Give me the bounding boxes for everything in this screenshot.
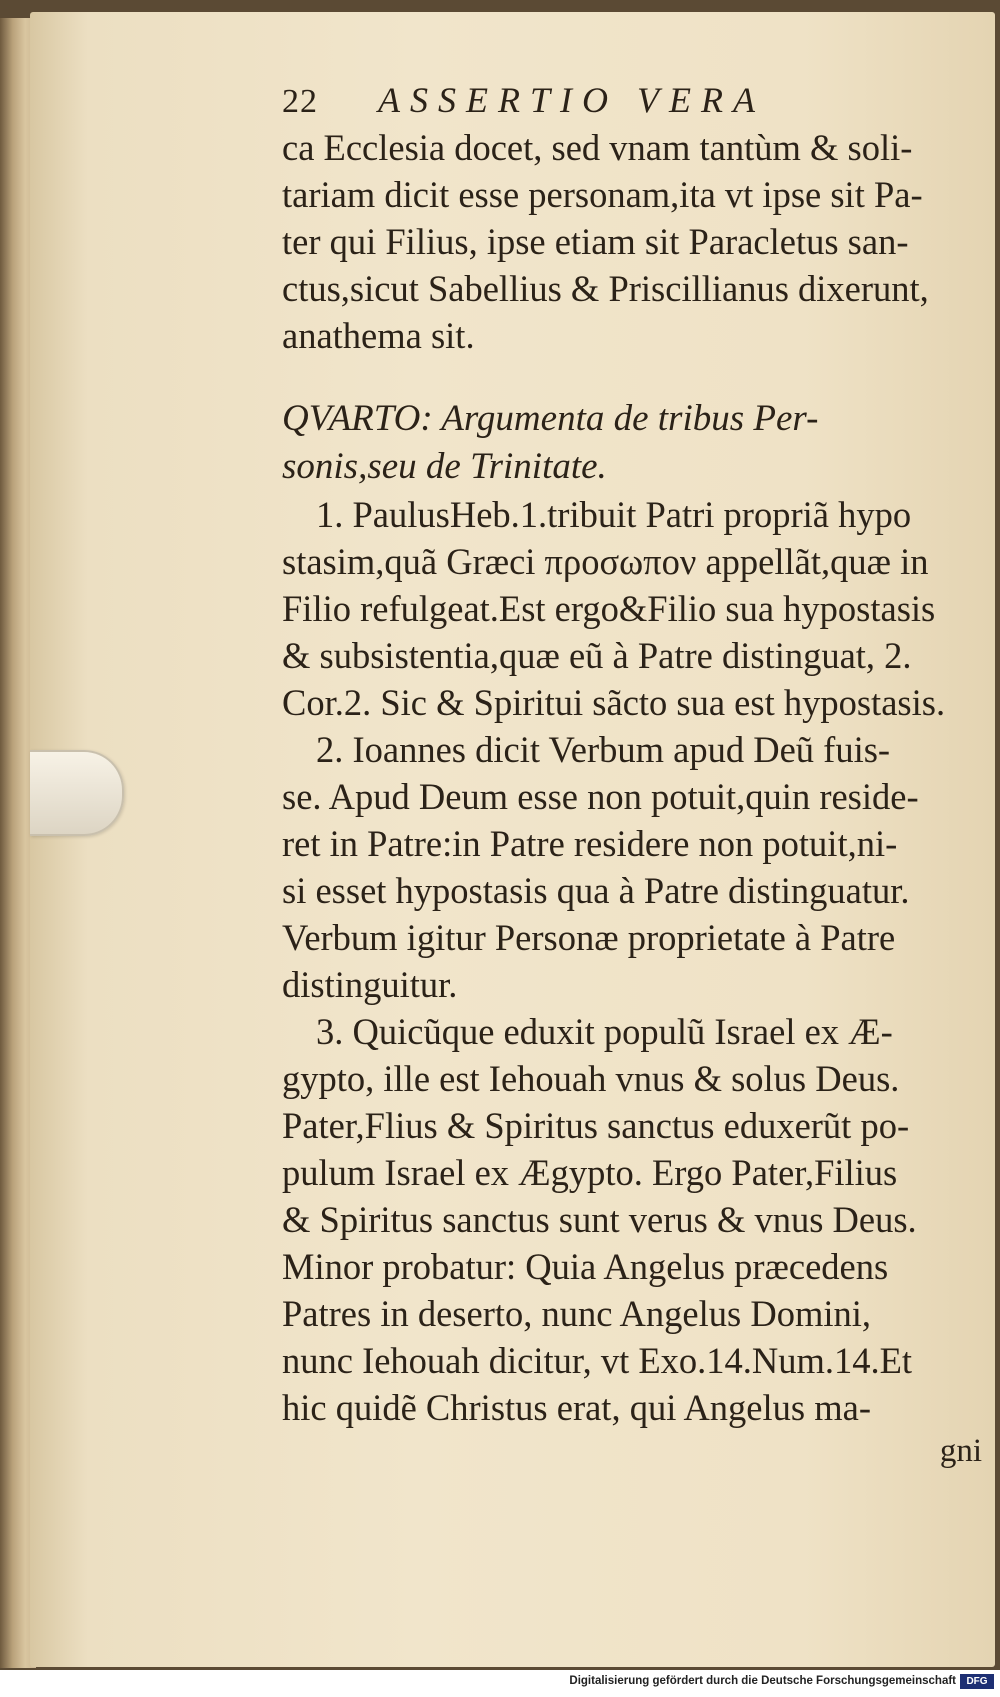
- text-line: distinguitur.: [282, 964, 458, 1005]
- argument-body: [282, 491, 982, 1431]
- text-line: & subsistentia,quæ eũ à Patre distinguat, 2.: [282, 635, 912, 676]
- catchword: gni: [939, 1433, 982, 1469]
- heading-line: QVARTO: Argumenta de tribus Per-: [282, 398, 819, 439]
- text-line: ca Ecclesia docet, sed vnam tantùm & soli-: [282, 127, 913, 168]
- heading-line: sonis,seu de Trinitate.: [282, 446, 607, 487]
- dfg-logo: DFG: [960, 1674, 994, 1689]
- text-line: Pater,Flius & Spiritus sanctus eduxerũt po-: [282, 1105, 910, 1146]
- text-line: 3. Quicũque eduxit populũ Israel ex Æ-: [316, 1011, 893, 1052]
- text-line: Patres in deserto, nunc Angelus Domini,: [282, 1293, 871, 1334]
- text-line: 1. PaulusHeb.1.tribuit Patri propriã hypo: [316, 494, 912, 535]
- text-line: ter qui Filius, ipse etiam sit Paracletus san-: [282, 221, 909, 262]
- text-line: nunc Iehouah dicitur, vt Exo.14.Num.14.Et: [282, 1340, 913, 1381]
- text-line: stasim,quã Græci προσωπον appellãt,quæ in: [282, 541, 929, 582]
- text-line: Verbum igitur Personæ proprietate à Patre: [282, 917, 896, 958]
- text-line: 2. Ioannes dicit Verbum apud Deũ fuis-: [316, 729, 891, 770]
- running-title: ASSERTIO VERA: [378, 80, 765, 120]
- intro-paragraph: [282, 124, 982, 359]
- page-text: [282, 78, 982, 1471]
- page-number: 22: [282, 83, 318, 120]
- text-line: Minor probatur: Quia Angelus præcedens: [282, 1246, 889, 1287]
- text-line: Filio refulgeat.Est ergo&Filio sua hypostasis: [282, 588, 936, 629]
- text-line: hic quidẽ Christus erat, qui Angelus ma-: [282, 1387, 871, 1428]
- text-line: si esset hypostasis qua à Patre distinguatur.: [282, 870, 910, 911]
- running-head: [282, 78, 982, 124]
- text-line: ctus,sicut Sabellius & Priscillianus dixerunt,: [282, 268, 929, 309]
- text-line: anathema sit.: [282, 315, 475, 356]
- digitization-footer: [0, 1670, 1000, 1697]
- text-line: gypto, ille est Iehouah vnus & solus Deus.: [282, 1058, 900, 1099]
- text-line: pulum Israel ex Ægypto. Ergo Pater,Filius: [282, 1152, 898, 1193]
- text-line: tariam dicit esse personam,ita vt ipse sit Pa-: [282, 174, 923, 215]
- page-marker-tab: [30, 750, 124, 836]
- text-line: se. Apud Deum esse non potuit,quin reside-: [282, 776, 919, 817]
- text-line: ret in Patre:in Patre residere non potuit,ni-: [282, 823, 898, 864]
- text-line: Cor.2. Sic & Spiritui sãcto sua est hypostasis.: [282, 682, 946, 723]
- text-line: & Spiritus sanctus sunt verus & vnus Deus.: [282, 1199, 917, 1240]
- section-heading: [282, 395, 982, 491]
- footer-credit: Digitalisierung gefördert durch die Deutsche Forschungsgemeinschaft: [569, 1675, 956, 1687]
